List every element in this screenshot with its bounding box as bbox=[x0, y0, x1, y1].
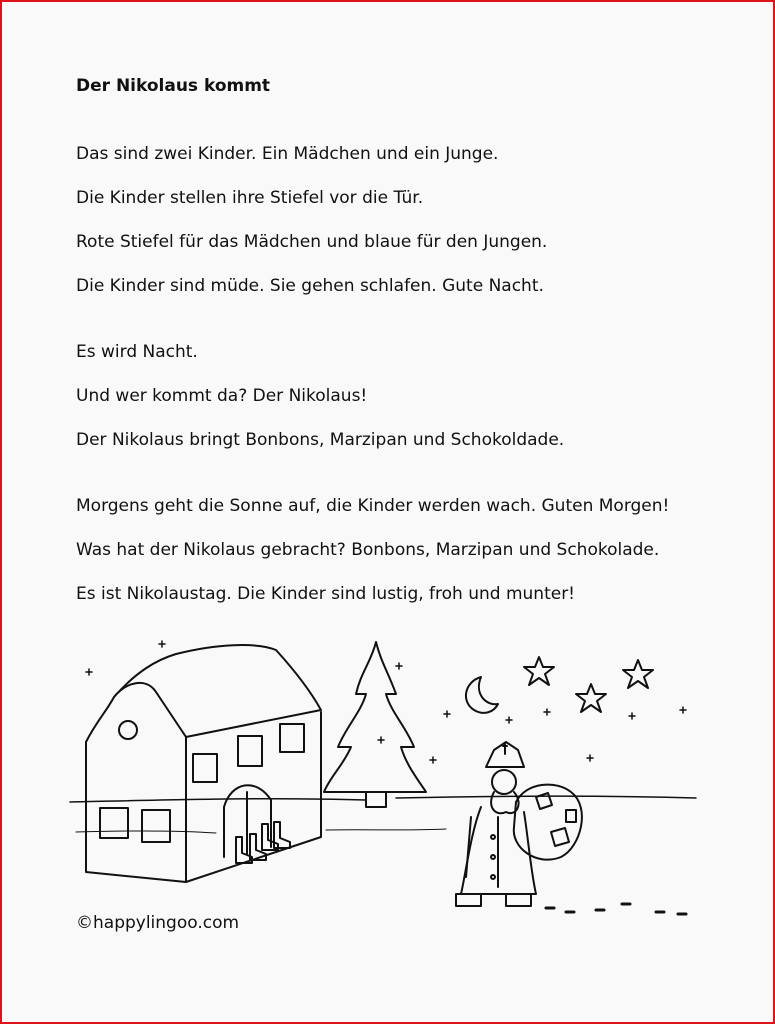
text-line: Das sind zwei Kinder. Ein Mädchen und ein Junge. bbox=[76, 144, 499, 164]
text-line: Morgens geht die Sonne auf, die Kinder werden wach. Guten Morgen! bbox=[76, 496, 670, 516]
house-drawing bbox=[86, 645, 321, 882]
star-drawing bbox=[524, 657, 554, 685]
document-title: Der Nikolaus kommt bbox=[76, 76, 271, 96]
text-line: Es wird Nacht. bbox=[76, 342, 198, 362]
text-line: Der Nikolaus bringt Bonbons, Marzipan und Schokoldade. bbox=[76, 430, 565, 450]
star-drawing bbox=[576, 684, 606, 712]
nikolaus-illustration bbox=[66, 632, 706, 922]
tree-drawing bbox=[324, 642, 426, 807]
text-line: Und wer kommt da? Der Nikolaus! bbox=[76, 386, 368, 406]
text-line: Die Kinder sind müde. Sie gehen schlafen. Gute Nacht. bbox=[76, 276, 544, 296]
text-line: Die Kinder stellen ihre Stiefel vor die Tür. bbox=[76, 188, 424, 208]
text-line: Was hat der Nikolaus gebracht? Bonbons, Marzipan und Schokolade. bbox=[76, 540, 660, 560]
nikolaus-drawing bbox=[456, 742, 582, 906]
text-line: Es ist Nikolaustag. Die Kinder sind lustig, froh und munter! bbox=[76, 584, 576, 604]
copyright-text: ©happylingoo.com bbox=[76, 913, 240, 933]
text-line: Rote Stiefel für das Mädchen und blaue für den Jungen. bbox=[76, 232, 548, 252]
moon-drawing bbox=[466, 677, 498, 713]
star-drawing bbox=[623, 660, 653, 688]
